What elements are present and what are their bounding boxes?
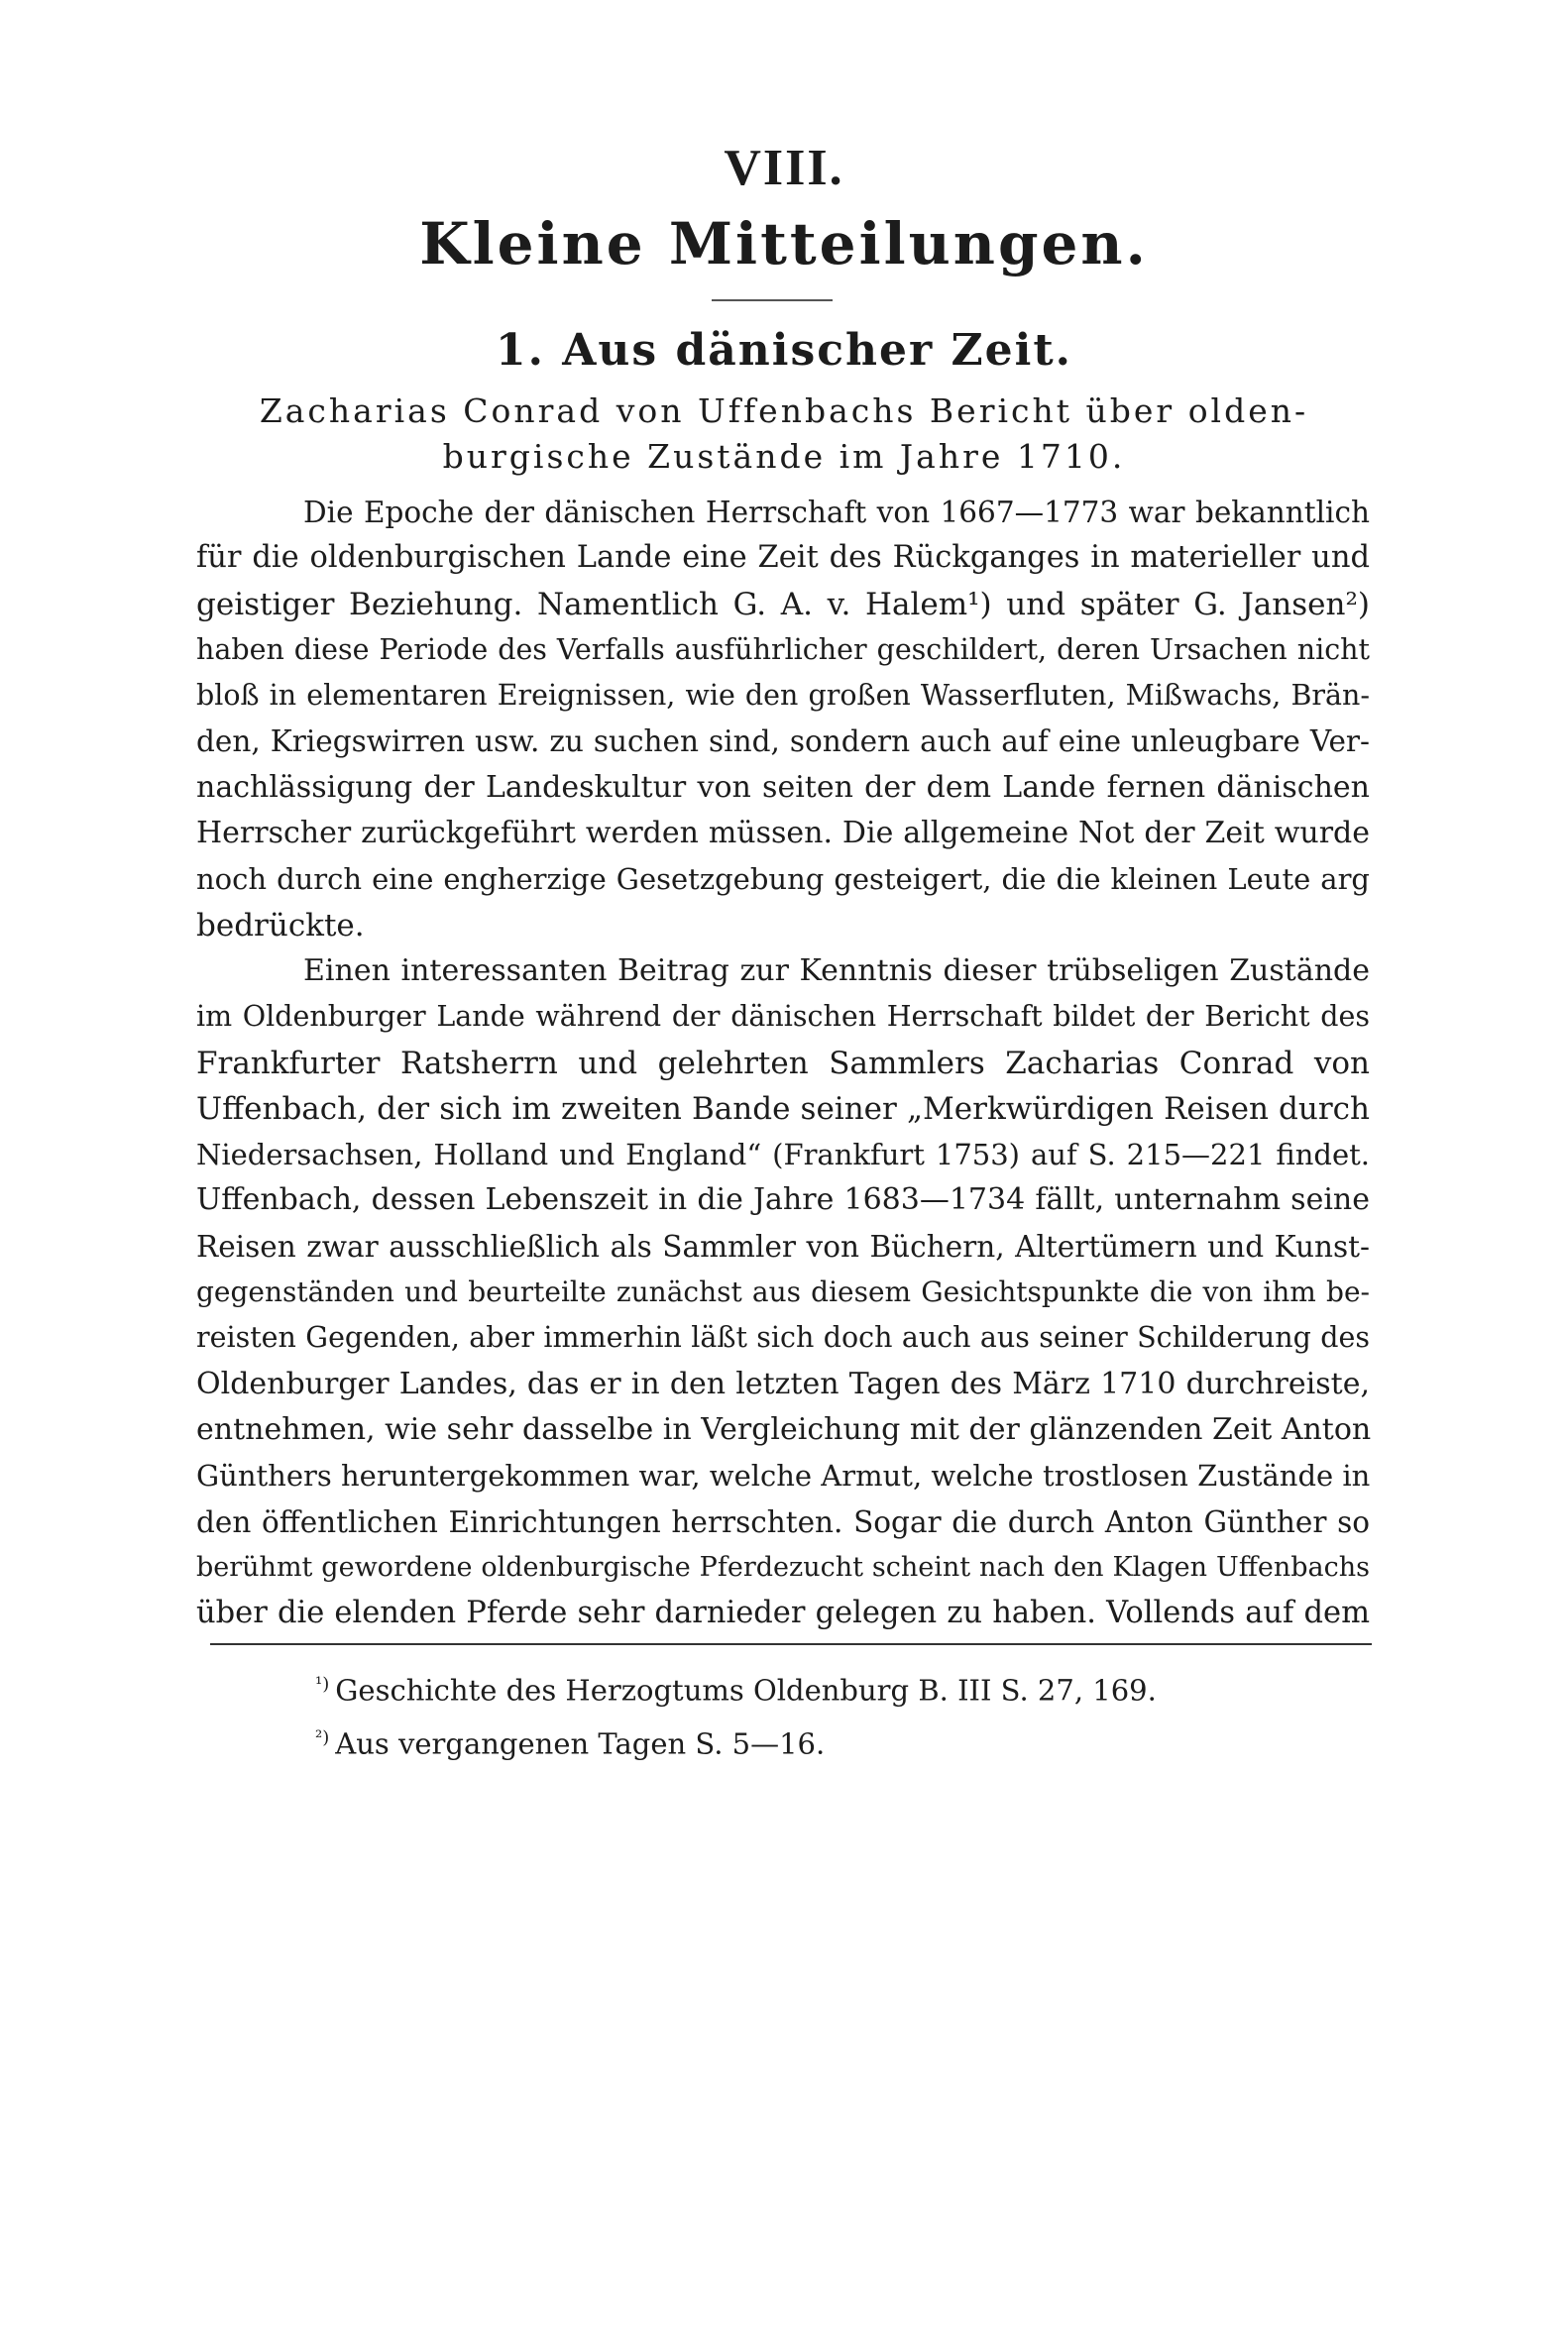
text-line: Die Epoche der dänischen Herrschaft von 1667—1773 war bekanntlich [303,496,1370,529]
text-line: Niedersachsen, Holland und England“ (Frankfurt 1753) auf S. 215—221 findet. [196,1138,1370,1172]
text-line: nachlässigung der Landeskultur von seiten der dem Lande fernen dänischen [196,769,1370,805]
text-line: berühmt gewordene oldenburgische Pferdezucht scheint nach den Klagen Uffenbachs [196,1551,1370,1583]
chapter-number: VIII. [724,140,844,196]
text-line: bloß in elementaren Ereignissen, wie den großen Wasserfluten, Mißwachs, Brän- [196,679,1370,713]
text-line: den öffentlichen Einrichtungen herrschten. Sogar die durch Anton Günther so [196,1504,1370,1539]
text-line: bedrückte. [196,907,365,943]
text-line: Reisen zwar ausschließlich als Sammler von Büchern, Altertümern und Kunst- [196,1229,1370,1264]
section-subtitle [258,388,1310,480]
subtitle-line: burgische Zustände im Jahre 1710. [442,437,1126,476]
text-line: Günthers heruntergekommen war, welche Armut, welche trostlosen Zustände in [196,1459,1371,1494]
chapter-title: Kleine Mitteilungen. [419,210,1149,277]
footnote-divider [210,1643,1372,1645]
footnote [315,1661,1306,1715]
footnote-mark: ²) [315,1726,330,1748]
body-text [196,490,1370,1636]
text-line: über die elenden Pferde sehr darnieder gelegen zu haben. Vollends auf dem [196,1596,1370,1631]
text-line: Frankfurter Ratsherrn und gelehrten Sammlers Zacharias Conrad von [196,1045,1370,1081]
text-line: gegenständen und beurteilte zunächst aus diesem Gesichtspunkte die von ihm be- [196,1275,1370,1309]
text-line: reisten Gegenden, aber immerhin läßt sich doch auch aus seiner Schilderung des [196,1321,1370,1355]
text-line: Herrscher zurückgeführt werden müssen. Die allgemeine Not der Zeit wurde [196,816,1370,851]
text-line: Uffenbach, dessen Lebenszeit in die Jahre 1683—1734 fällt, unternahm seine [196,1182,1370,1218]
section-heading: 1. Aus dänischer Zeit. [496,325,1072,376]
text-line: noch durch eine engherzige Gesetzgebung gesteigert, die die kleinen Leute arg [196,862,1370,897]
text-line: Oldenburger Landes, das er in den letzten Tagen des März 1710 durchreiste, [196,1366,1370,1401]
text-line: haben diese Periode des Verfalls ausführlicher geschildert, deren Ursachen nicht [196,632,1370,666]
footnote-mark: ¹) [315,1674,330,1695]
text-line: den, Kriegswirren usw. zu suchen sind, sondern auch auf eine unleugbare Ver- [196,724,1370,759]
text-line: Einen interessanten Beitrag zur Kenntnis dieser trübseligen Zustände [303,952,1370,988]
text-line: entnehmen, wie sehr dasselbe in Vergleichung mit der glänzenden Zeit Anton [196,1411,1372,1447]
footnote-text: Aus vergangenen Tagen S. 5—16. [335,1726,826,1761]
subtitle-line: Zacharias Conrad von Uffenbachs Bericht über olden- [259,391,1309,430]
text-line: im Oldenburger Lande während der dänischen Herrschaft bildet der Bericht des [196,1000,1370,1034]
footnote-text: Geschichte des Herzogtums Oldenburg B. III S. 27, 169. [335,1673,1157,1708]
text-line: Uffenbach, der sich im zweiten Bande seiner „Merkwürdigen Reisen durch [196,1090,1370,1127]
text-line: für die oldenburgischen Lande eine Zeit des Rückganges in materieller und [196,540,1370,576]
footnote [315,1715,1306,1768]
title-divider [712,299,833,301]
text-line: geistiger Beziehung. Namentlich G. A. v. Halem¹) und später G. Jansen²) [196,586,1370,622]
footnotes [315,1661,1306,1767]
